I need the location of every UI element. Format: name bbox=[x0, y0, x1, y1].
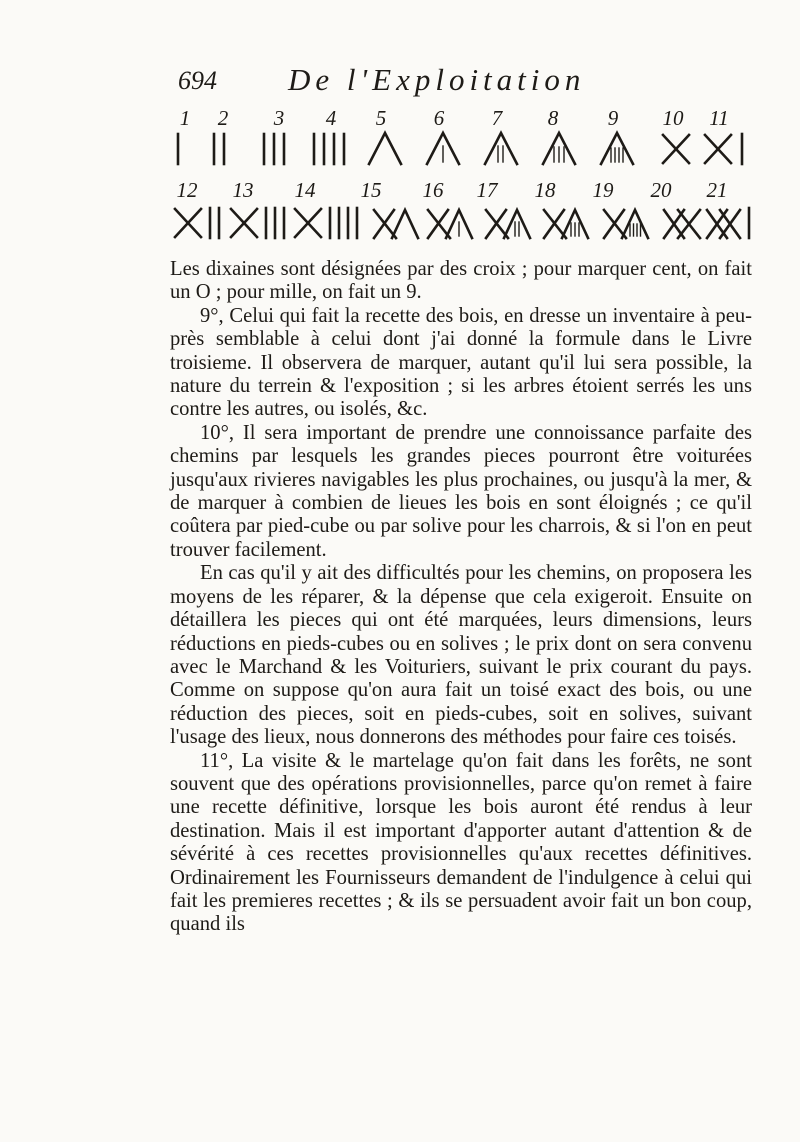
numeral-number: 8 bbox=[547, 106, 559, 130]
numeral-number: 14 bbox=[294, 178, 316, 202]
tally-11 bbox=[700, 130, 750, 168]
paragraph: En cas qu'il y ait des difficultés pour les chemins, on proposera les moyens de les réparer, & la dépense que cela exigeroit. Ensuite on détaillera les pieces qui ont été marquées, leurs dimensions, leurs réductions en pieds-cubes ou en solives ; le prix dont on sera convenu avec le Marchand & les Voituriers, suivant le prix courant du pays. Comme on suppose qu'on aura fait un toisé exact des bois, ou une réduction des pieces, soit en pieds-cubes, soit en solives, suivant l'usage des lieux, nous donnerons des méthodes pour faire ces toisés. bbox=[170, 562, 752, 749]
numeral-number: 7 bbox=[491, 106, 503, 130]
numeral-number: 6 bbox=[433, 106, 445, 130]
tally-14 bbox=[290, 204, 364, 242]
numeral-number: 13 bbox=[232, 178, 254, 202]
numeral-number: 16 bbox=[422, 178, 444, 202]
numeral-number: 12 bbox=[176, 178, 198, 202]
tally-row-1 bbox=[168, 130, 754, 174]
numeral-number: 5 bbox=[375, 106, 387, 130]
paragraph: 10°, Il sera important de prendre une connoissance parfaite des chemins par lesquels les grandes pieces pourront être voiturées jusqu'aux rivieres navigables les plus prochaines, ou jusqu'à la mer, & de marquer à combien de lieues les bois en sont éloignés ; ce qu'il coûtera par pied-cube ou par solive pour les charrois, & si l'on en peut trouver facilement. bbox=[170, 421, 752, 561]
tally-5 bbox=[366, 130, 406, 168]
paragraph: 9°, Celui qui fait la recette des bois, en dresse un inventaire à peu-près semblable à celui dont j'ai donné la formule dans le Livre troisieme. Il observera de marquer, autant qu'il lui sera possible, la nature du terrein & l'exposition ; si les arbres étoient serrés les uns contre les autres, ou isolés, &c. bbox=[170, 304, 752, 421]
tally-16 bbox=[424, 204, 476, 242]
paragraph: Les dixaines sont désignées par des croix ; pour marquer cent, on fait un O ; pour mille, on fait un 9. bbox=[170, 258, 752, 304]
numeral-number: 2 bbox=[217, 106, 229, 130]
numeral-number: 4 bbox=[325, 106, 337, 130]
numeral-number: 15 bbox=[360, 178, 382, 202]
tally-row-2 bbox=[168, 204, 754, 248]
numeral-number: 10 bbox=[662, 106, 684, 130]
tally-20 bbox=[660, 204, 704, 242]
running-head bbox=[178, 62, 698, 102]
page-number: 694 bbox=[178, 66, 217, 95]
tally-8 bbox=[540, 130, 580, 168]
numeral-number: 18 bbox=[534, 178, 556, 202]
running-title: De l'Exploitation bbox=[288, 62, 586, 97]
tally-1 bbox=[174, 130, 182, 168]
tally-13 bbox=[226, 204, 290, 242]
tally-3 bbox=[260, 130, 292, 168]
tally-18 bbox=[540, 204, 592, 242]
tally-19 bbox=[600, 204, 652, 242]
tally-12 bbox=[170, 204, 224, 242]
tally-17 bbox=[482, 204, 534, 242]
numeral-number: 3 bbox=[273, 106, 285, 130]
numeral-number: 1 bbox=[179, 106, 191, 130]
tally-7 bbox=[482, 130, 522, 168]
tally-21 bbox=[704, 204, 754, 242]
numeral-number: 17 bbox=[476, 178, 498, 202]
numeral-number: 20 bbox=[650, 178, 672, 202]
numeral-number: 9 bbox=[607, 106, 619, 130]
tally-4 bbox=[310, 130, 352, 168]
tally-10 bbox=[658, 130, 694, 168]
paragraph: 11°, La visite & le martelage qu'on fait dans les forêts, ne sont souvent que des opérations provisionnelles, parce qu'on remet à faire une recette définitive, lorsque les bois auront été rendus à leur destination. Mais il est important d'apporter autant d'attention & de sévérité à ces recettes provisionnelles qu'aux recettes définitives. Ordinairement les Fournisseurs demandent de l'indulgence à celui qui fait les premieres recettes ; & ils se persuadent avoir fait un bon coup, quand ils bbox=[170, 749, 752, 936]
tally-2 bbox=[210, 130, 230, 168]
numeral-number: 11 bbox=[709, 106, 729, 130]
numeral-number: 19 bbox=[592, 178, 614, 202]
tally-15 bbox=[370, 204, 422, 242]
numeral-number: 21 bbox=[706, 178, 728, 202]
tally-6 bbox=[424, 130, 464, 168]
body-text bbox=[170, 258, 752, 937]
tally-9 bbox=[598, 130, 638, 168]
